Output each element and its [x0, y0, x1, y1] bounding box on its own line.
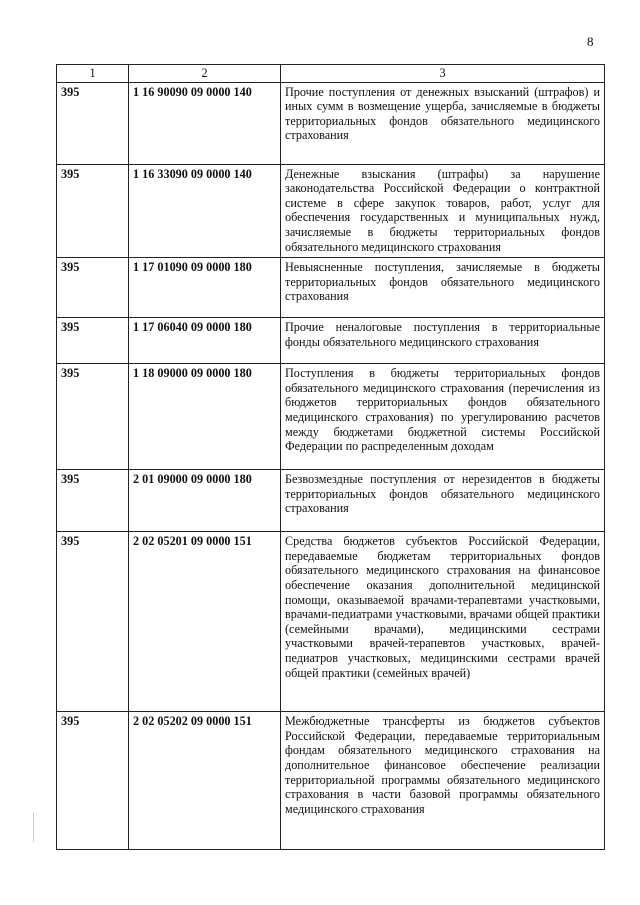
- table-row: [57, 318, 605, 364]
- revenue-description: Средства бюджетов субъектов Российской Федерации, передаваемые бюджетам территориальных фондов обязательного медицинского страхования на финансовое обеспечение оказания дополнительной медицинской помощи, оказываемой врачами-терапевтами участковыми, врачами-педиатрами участковыми, врачами общей практики (семейными врачами), медицинскими сестрами участковыми врачей-терапевтов участковых, врачей-педиатров участковых, медицинскими сестрами врачей общей практики (семейных врачей): [281, 532, 605, 712]
- page-number: 8: [587, 34, 594, 49]
- admin-code: 395: [57, 712, 129, 850]
- revenue-description: Поступления в бюджеты территориальных фондов обязательного медицинского страхования (перечисления из бюджетов территориальных фондов обязательного медицинского страхования) по урегулированию расчетов между бюджетами бюджетной системы Российской Федерации по распределенным доходам: [281, 364, 605, 470]
- header-col-3: 3: [281, 65, 605, 83]
- admin-code: 395: [57, 164, 129, 258]
- admin-code: 395: [57, 258, 129, 318]
- admin-code: 395: [57, 318, 129, 364]
- budget-codes-table: [56, 64, 605, 850]
- table-row: [57, 82, 605, 164]
- budget-classification-code: 1 16 90090 09 0000 140: [129, 82, 281, 164]
- header-col-2: 2: [129, 65, 281, 83]
- admin-code: 395: [57, 470, 129, 532]
- table-row: [57, 532, 605, 712]
- revenue-description: Прочие неналоговые поступления в территориальные фонды обязательного медицинского страхования: [281, 318, 605, 364]
- table-row: [57, 164, 605, 258]
- revenue-description: Невыясненные поступления, зачисляемые в бюджеты территориальных фондов обязательного медицинского страхования: [281, 258, 605, 318]
- revenue-description: Безвозмездные поступления от нерезидентов в бюджеты территориальных фондов обязательного медицинского страхования: [281, 470, 605, 532]
- budget-classification-code: 1 18 09000 09 0000 180: [129, 364, 281, 470]
- budget-classification-code: 2 02 05201 09 0000 151: [129, 532, 281, 712]
- budget-classification-code: 2 02 05202 09 0000 151: [129, 712, 281, 850]
- budget-classification-code: 2 01 09000 09 0000 180: [129, 470, 281, 532]
- revenue-description: Межбюджетные трансферты из бюджетов субъектов Российской Федерации, передаваемые территориальным фондам обязательного медицинского страхования на дополнительное финансовое обеспечение реализации территориальной программы обязательного медицинского страхования в части базовой программы обязательного медицинского страхования: [281, 712, 605, 850]
- table-row: [57, 258, 605, 318]
- revenue-description: Прочие поступления от денежных взысканий (штрафов) и иных сумм в возмещение ущерба, зачисляемые в бюджеты территориальных фондов обязательного медицинского страхования: [281, 82, 605, 164]
- table-row: [57, 470, 605, 532]
- table-row: [57, 364, 605, 470]
- budget-classification-code: 1 16 33090 09 0000 140: [129, 164, 281, 258]
- table-row: [57, 712, 605, 850]
- revenue-description: Денежные взыскания (штрафы) за нарушение законодательства Российской Федерации о контрактной системе в сфере закупок товаров, работ, услуг для обеспечения государственных и муниципальных нужд, зачисляемые в бюджеты территориальных фондов обязательного медицинского страхования: [281, 164, 605, 258]
- budget-classification-code: 1 17 01090 09 0000 180: [129, 258, 281, 318]
- budget-classification-code: 1 17 06040 09 0000 180: [129, 318, 281, 364]
- admin-code: 395: [57, 532, 129, 712]
- header-col-1: 1: [57, 65, 129, 83]
- admin-code: 395: [57, 364, 129, 470]
- table-header-row: [57, 65, 605, 83]
- scan-margin-mark: [33, 812, 34, 842]
- admin-code: 395: [57, 82, 129, 164]
